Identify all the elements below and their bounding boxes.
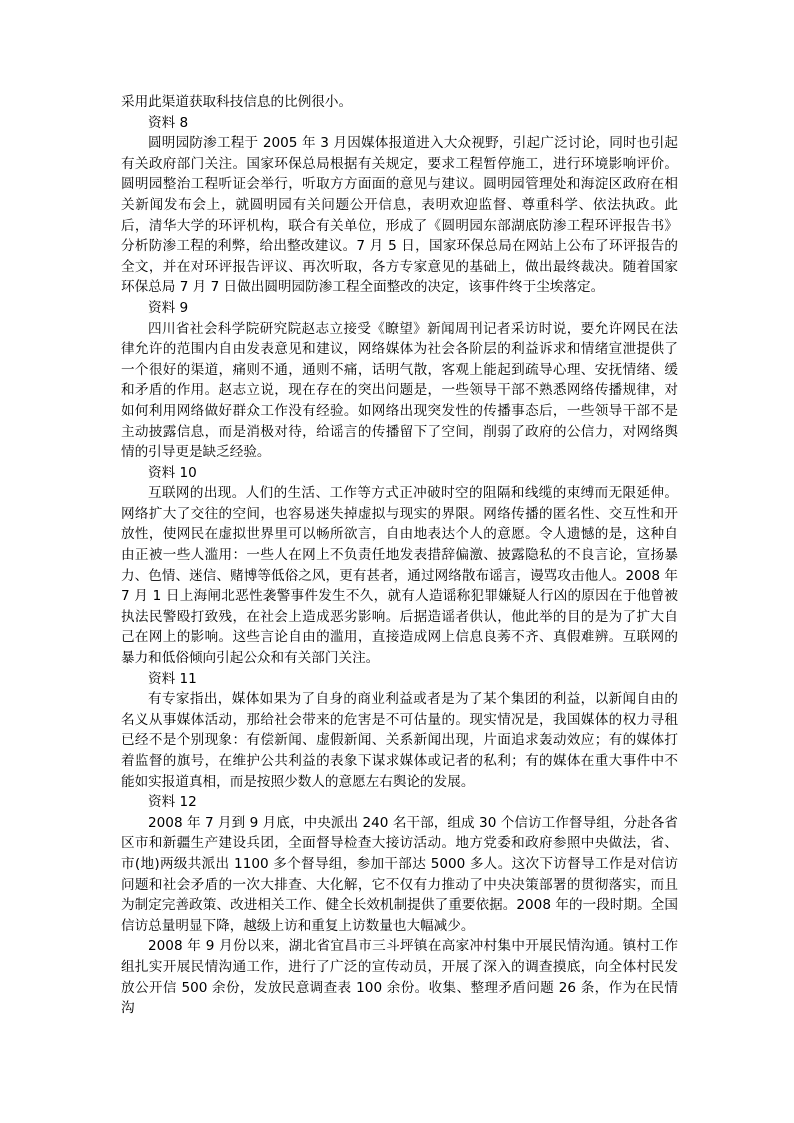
paragraph-material-8: 圆明园防渗工程于 2005 年 3 月因媒体报道进入大众视野，引起广泛讨论，同时也引起有关政府部门关注。国家环保总局根据有关规定，要求工程暂停施工，进行环境影响评价。圆明园整治工程听证会举行，听取方方面面的意见与建议。圆明园管理处和海淀区政府在相关新闻发布会上，就圆明园有关问题公开信息，表明欢迎监督、尊重科学、依法执政。此后，清华大学的环评机构，联合有关单位，形成了《圆明园东部湖底防渗工程环评报告书》分析防渗工程的利弊，给出整改建议。7 月 5 日，国家环保总局在网站上公布了环评报告的全文，并在对环评报告评议、再次听取，各方专家意见的基础上，做出最终裁决。随着国家环保总局 7 月 7 日做出圆明园防渗工程全面整改的决定，该事件终于尘埃落定。 [121,135,678,296]
paragraph-material-12-b: 2008 年 9 月份以来，湖北省宜昌市三斗坪镇在高家冲村集中开展民情沟通。镇村工作组扎实开展民情沟通工作，进行了广泛的宣传动员，开展了深入的调查摸底，向全体村民发放公开信 500 余份，发放民意调查表 100 余份。收集、整理矛盾问题 26 条，作为在民情沟 [121,938,678,1017]
document-body [121,92,678,1019]
section-heading-material-9: 资料 9 [148,299,189,316]
paragraph-material-9: 四川省社会科学院研究院赵志立接受《瞭望》新闻周刊记者采访时说，要允许网民在法律允许的范围内自由发表意见和建议，网络媒体为社会各阶层的利益诉求和情绪宣泄提供了一个很好的渠道，痛则不通，通则不痛，话明气散，客观上能起到疏导心理、安抚情绪、缓和矛盾的作用。赵志立说，现在存在的突出问题是，一些领导干部不熟悉网络传播规律，对如何利用网络做好群众工作没有经验。如网络出现突发性的传播事态后，一些领导干部不是主动披露信息，而是消极对待，给谣言的传播留下了空间，削弱了政府的公信力，对网络舆情的引导更是缺乏经验。 [121,320,678,461]
section-heading-material-10: 资料 10 [148,464,197,481]
paragraph-continuation: 采用此渠道获取科技信息的比例很小。 [121,94,353,110]
paragraph-material-10: 互联网的出现。人们的生活、工作等方式正冲破时空的阻隔和线缆的束缚而无限延伸。网络扩大了交往的空间，也容易迷失掉虚拟与现实的界限。网络传播的匿名性、交互性和开放性，使网民在虚拟世界里可以畅所欲言，自由地表达个人的意愿。令人遗憾的是，这种自由正被一些人滥用：一些人在网上不负责任地发表措辞偏激、披露隐私的不良言论，宣扬暴力、色情、迷信、赌博等低俗之风，更有甚者，通过网络散布谣言，谩骂攻击他人。2008 年 7 月 1 日上海闸北恶性袭警事件发生不久，就有人造谣称犯罪嫌疑人行凶的原因在于他曾被执法民警殴打致残，在社会上造成恶劣影响。后据造谣者供认，他此举的目的是为了扩大自己在网上的影响。这些言论自由的滥用，直接造成网上信息良莠不齐、真假难辨。互联网的暴力和低俗倾向引起公众和有关部门关注。 [121,485,678,667]
section-heading-material-8: 资料 8 [148,114,189,131]
paragraph-material-12-a: 2008 年 7 月到 9 月底，中央派出 240 名干部，组成 30 个信访工作督导组，分赴各省区市和新疆生产建设兵团，全面督导检查大接访活动。地方党委和政府参照中央做法，省、市(地)两级共派出 1100 多个督导组，参加干部达 5000 多人。这次下访督导工作是对信访问题和社会矛盾的一次大排查、大化解，它不仅有力推动了中央决策部署的贯彻落实，而且为制定完善政策、改进相关工作、健全长效机制提供了重要依据。2008 年的一段时期。全国信访总量明显下降，越级上访和重复上访数量也大幅减少。 [121,814,678,934]
paragraph-material-11: 有专家指出，媒体如果为了自身的商业利益或者是为了某个集团的利益，以新闻自由的名义从事媒体活动，那给社会带来的危害是不可估量的。现实情况是，我国媒体的权力寻租已经不是个别现象：有偿新闻、虚假新闻、关系新闻出现，片面追求轰动效应；有的媒体打着监督的旗号，在维护公共利益的表象下谋求媒体或记者的私利；有的媒体在重大事件中不能如实报道真相，而是按照少数人的意愿左右舆论的发展。 [121,691,678,790]
section-heading-material-11: 资料 11 [148,670,197,687]
section-heading-material-12: 资料 12 [148,794,197,811]
